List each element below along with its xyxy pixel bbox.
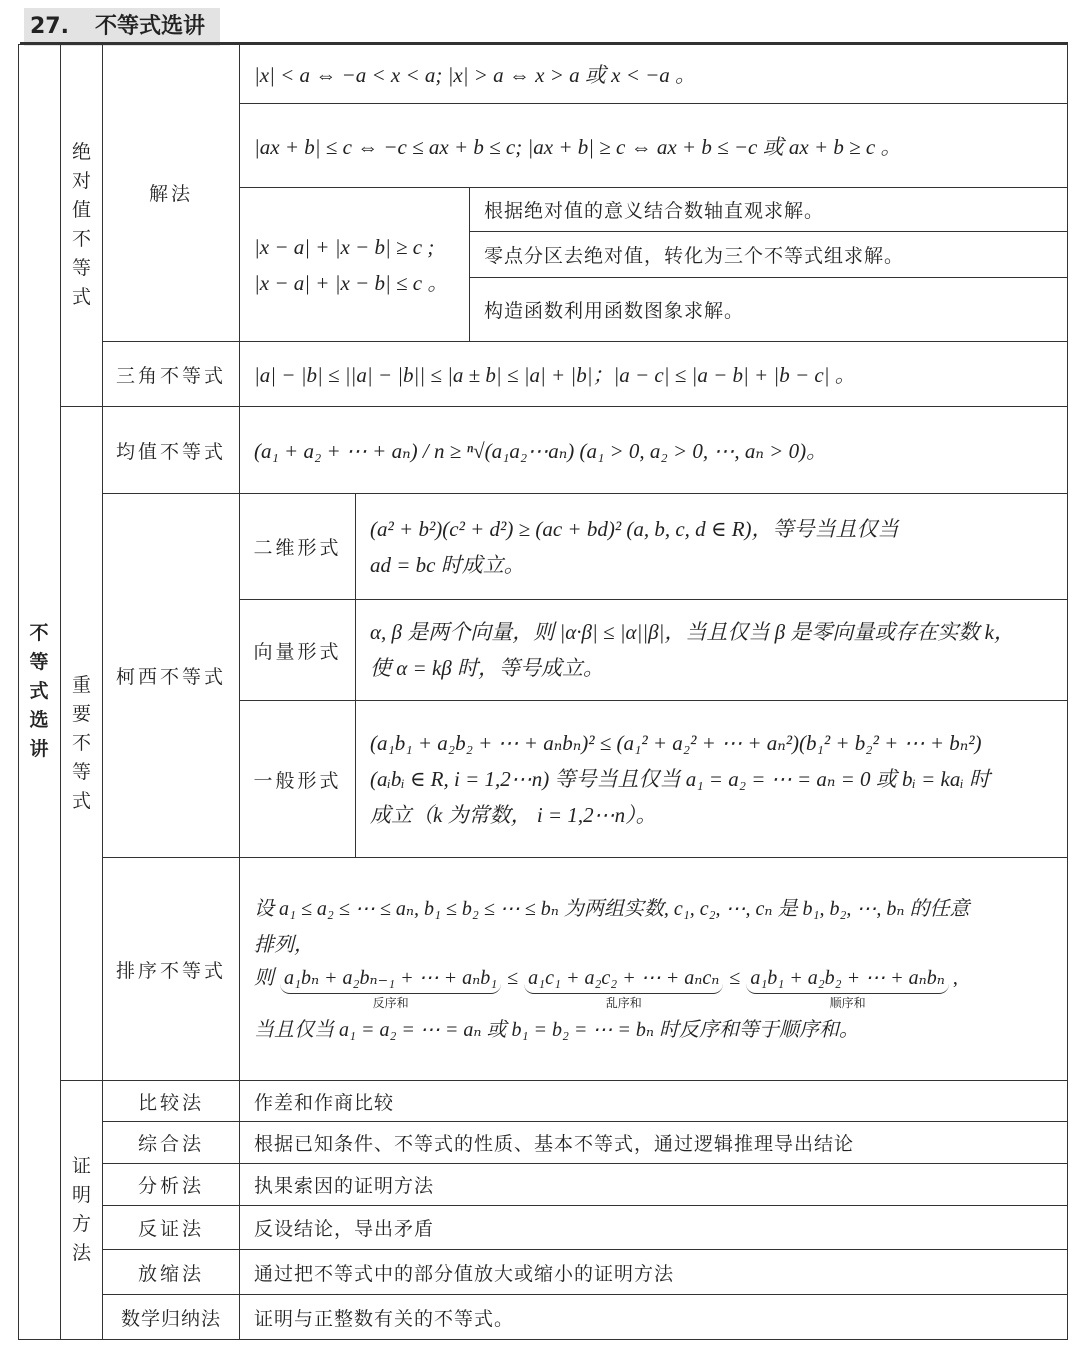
abs-section-title-cell (61, 44, 103, 407)
proof-label-cell-2 (103, 1122, 240, 1164)
cauchy-general-line-2: (aᵢbᵢ ∈ R, i = 1,2⋯n) 等号当且仅当 a₁ = a₂ = ⋯ = aₙ = 0 或 bᵢ = kaᵢ 时 (370, 767, 990, 791)
proof-section-title (72, 1152, 91, 1268)
rearrangement-chain: 则 a₁bₙ + a₂bₙ₋₁ + ⋯ + aₙb₁ 反序和 ≤ a₁c₁ + a₂c₂ + ⋯ + aₙcₙ 乱序和 ≤ a₁b₁ + a₂b₂ + ⋯ + aₙbₙ 顺序和 , (254, 963, 958, 1012)
important-title-char: 要 (71, 703, 91, 725)
cauchy-form-vector-label: 向量形式 (253, 640, 342, 663)
important-title-char: 不 (71, 732, 91, 754)
important-title-char: 等 (71, 761, 91, 783)
abs-method-row-3 (470, 278, 1068, 342)
proof-label-cell-6 (103, 1295, 240, 1340)
cauchy-form-2d-cell (356, 494, 1068, 600)
reverse-sum-caption: 反序和 (372, 995, 409, 1010)
cauchy-vector-line-2: 使 α = kβ 时，等号成立。 (370, 656, 604, 680)
cauchy-form-vector-cell (356, 600, 1068, 701)
abs-method-2: 零点分区去绝对值，转化为三个不等式组求解。 (484, 245, 905, 267)
abs-method-3: 构造函数利用函数图象求解。 (484, 300, 745, 322)
abs-rule-row-3-left (240, 188, 470, 342)
triangle-formula-cell (240, 342, 1068, 407)
proof-desc-cell-1 (240, 1081, 1068, 1122)
abs-rule-2: |ax + b| ≤ c ⇔ −c ≤ ax + b ≤ c; |ax + b| ≥ c ⇔ ax + b ≤ −c 或 ax + b ≥ c 。 (254, 134, 902, 159)
cauchy-form-vector-label-cell (240, 600, 356, 701)
triangle-label: 三角不等式 (115, 364, 226, 387)
cauchy-vector-line-1: α, β 是两个向量，则 |α·β| ≤ |α||β|，当且仅当 β 是零向量或存在实数 k， (370, 620, 1015, 644)
reverse-sum-expr: a₁bₙ + a₂bₙ₋₁ + ⋯ + aₙb₁ (280, 963, 501, 994)
proof-desc-1: 作差和作商比较 (254, 1091, 395, 1114)
rearrangement-term-ordered (746, 963, 949, 1012)
solve-method-label-cell (103, 44, 240, 342)
proof-label-5: 放缩法 (137, 1262, 204, 1285)
proof-title-char: 方 (71, 1213, 91, 1235)
triangle-label-cell (103, 342, 240, 407)
section-title: 不等式选讲 (94, 14, 205, 39)
proof-desc-2: 根据已知条件、不等式的性质、基本不等式，通过逻辑推理导出结论 (254, 1133, 855, 1155)
mean-label: 均值不等式 (115, 440, 226, 463)
rearrangement-line-1: 设 a₁ ≤ a₂ ≤ ⋯ ≤ aₙ, b₁ ≤ b₂ ≤ ⋯ ≤ bₙ 为两组实数, c₁, c₂, ⋯, cₙ 是 b₁, b₂, ⋯, bₙ 的任意 (254, 897, 970, 920)
main-category-char: 等 (29, 651, 49, 673)
proof-label-cell-4 (103, 1206, 240, 1250)
cauchy-form-general-label-cell (240, 701, 356, 858)
proof-desc-cell-3 (240, 1164, 1068, 1206)
abs-rule-1: |x| < a ⇔ −a < x < a; |x| > a ⇔ x > a 或 x < −a 。 (254, 62, 697, 87)
abs-rule-row-1 (240, 44, 1068, 104)
proof-desc-cell-4 (240, 1206, 1068, 1250)
cauchy-form-2d-label: 二维形式 (253, 537, 342, 559)
solve-method-label: 解法 (148, 183, 193, 205)
abs-title-char: 对 (71, 170, 91, 192)
section-header (24, 8, 220, 46)
abs-rule-row-2 (240, 104, 1068, 188)
proof-title-char: 法 (71, 1242, 91, 1264)
cauchy-2d-line-2: ad = bc 时成立。 (370, 552, 525, 577)
mean-formula-cell (240, 407, 1068, 494)
rearrangement-line-2: 排列， (254, 933, 314, 956)
abs-rule-3b: |x − a| + |x − b| ≤ c 。 (254, 270, 449, 295)
cauchy-general-line-3: 成立（k 为常数， i = 1,2⋯n）。 (370, 803, 657, 827)
proof-desc-4: 反设结论，导出矛盾 (254, 1218, 435, 1240)
abs-title-char: 等 (71, 257, 91, 279)
proof-desc-5: 通过把不等式中的部分值放大或缩小的证明方法 (254, 1262, 675, 1285)
proof-label-cell-1 (103, 1081, 240, 1122)
proof-label-3: 分析法 (137, 1175, 204, 1197)
abs-section-title (72, 138, 91, 312)
ordered-sum-caption: 顺序和 (829, 995, 866, 1010)
abs-title-char: 值 (71, 199, 91, 221)
proof-section-title-cell (61, 1081, 103, 1340)
main-category-label (29, 619, 48, 764)
proof-label-cell-3 (103, 1164, 240, 1206)
ordered-sum-expr: a₁b₁ + a₂b₂ + ⋯ + aₙbₙ (746, 963, 949, 994)
proof-desc-cell-2 (240, 1122, 1068, 1164)
section-number: 27. (30, 14, 69, 39)
triangle-formula: |a| − |b| ≤ ||a| − |b|| ≤ |a ± b| ≤ |a| + |b|；|a − c| ≤ |a − b| + |b − c| 。 (254, 363, 856, 387)
main-category-char: 讲 (29, 738, 49, 760)
rearrangement-term-random (524, 963, 723, 1012)
proof-desc-cell-5 (240, 1250, 1068, 1295)
cauchy-label: 柯西不等式 (115, 666, 226, 688)
proof-label-1: 比较法 (137, 1091, 204, 1114)
mean-label-cell (103, 407, 240, 494)
proof-label-cell-5 (103, 1250, 240, 1295)
proof-title-char: 明 (71, 1184, 91, 1206)
main-category-cell (18, 44, 61, 1340)
proof-title-char: 证 (71, 1155, 91, 1177)
cauchy-form-general-cell (356, 701, 1068, 858)
proof-desc-6: 证明与正整数有关的不等式。 (254, 1307, 515, 1330)
cauchy-form-2d-label-cell (240, 494, 356, 600)
cauchy-general-line-1: (a₁b₁ + a₂b₂ + ⋯ + aₙbₙ)² ≤ (a₁² + a₂² + ⋯ + aₙ²)(b₁² + b₂² + ⋯ + bₙ²) (370, 731, 982, 755)
cauchy-2d-line-1: (a² + b²)(c² + d²) ≥ (ac + bd)² (a, b, c, d ∈ R)，等号当且仅当 (370, 516, 899, 541)
rearrangement-label: 排序不等式 (115, 959, 226, 982)
rearrangement-term-reverse (280, 963, 501, 1012)
proof-desc-3: 执果索因的证明方法 (254, 1175, 435, 1197)
rearrangement-line-4: 当且仅当 a₁ = a₂ = ⋯ = aₙ 或 b₁ = b₂ = ⋯ = bₙ 时反序和等于顺序和。 (254, 1018, 859, 1041)
cauchy-label-cell (103, 494, 240, 858)
rearrangement-cell (240, 858, 1068, 1081)
abs-method-row-1 (470, 188, 1068, 232)
main-category-char: 不 (29, 622, 49, 644)
abs-title-char: 式 (71, 286, 91, 308)
proof-label-2: 综合法 (137, 1133, 204, 1155)
rearrangement-label-cell (103, 858, 240, 1081)
mean-formula: (a₁ + a₂ + ⋯ + aₙ) / n ≥ ⁿ√(a₁a₂⋯aₙ) (a₁ > 0, a₂ > 0, ⋯, aₙ > 0)。 (254, 439, 828, 463)
random-sum-caption: 乱序和 (605, 995, 642, 1010)
main-category-char: 式 (29, 680, 49, 702)
random-sum-expr: a₁c₁ + a₂c₂ + ⋯ + aₙcₙ (524, 963, 723, 994)
rearrangement-prefix: 则 (254, 966, 274, 989)
important-section-title-cell (61, 407, 103, 1081)
important-title-char: 重 (71, 674, 91, 696)
abs-method-row-2 (470, 232, 1068, 278)
cauchy-form-general-label: 一般形式 (253, 769, 342, 792)
proof-desc-cell-6 (240, 1295, 1068, 1340)
proof-label-6: 数学归纳法 (120, 1307, 221, 1330)
important-title-char: 式 (71, 790, 91, 812)
abs-title-char: 不 (71, 228, 91, 250)
abs-title-char: 绝 (71, 141, 91, 163)
abs-rule-3a: |x − a| + |x − b| ≥ c ; (254, 234, 435, 259)
proof-label-4: 反证法 (137, 1218, 204, 1240)
important-section-title (72, 671, 91, 816)
abs-method-1: 根据绝对值的意义结合数轴直观求解。 (484, 200, 825, 222)
main-category-char: 选 (29, 709, 49, 731)
